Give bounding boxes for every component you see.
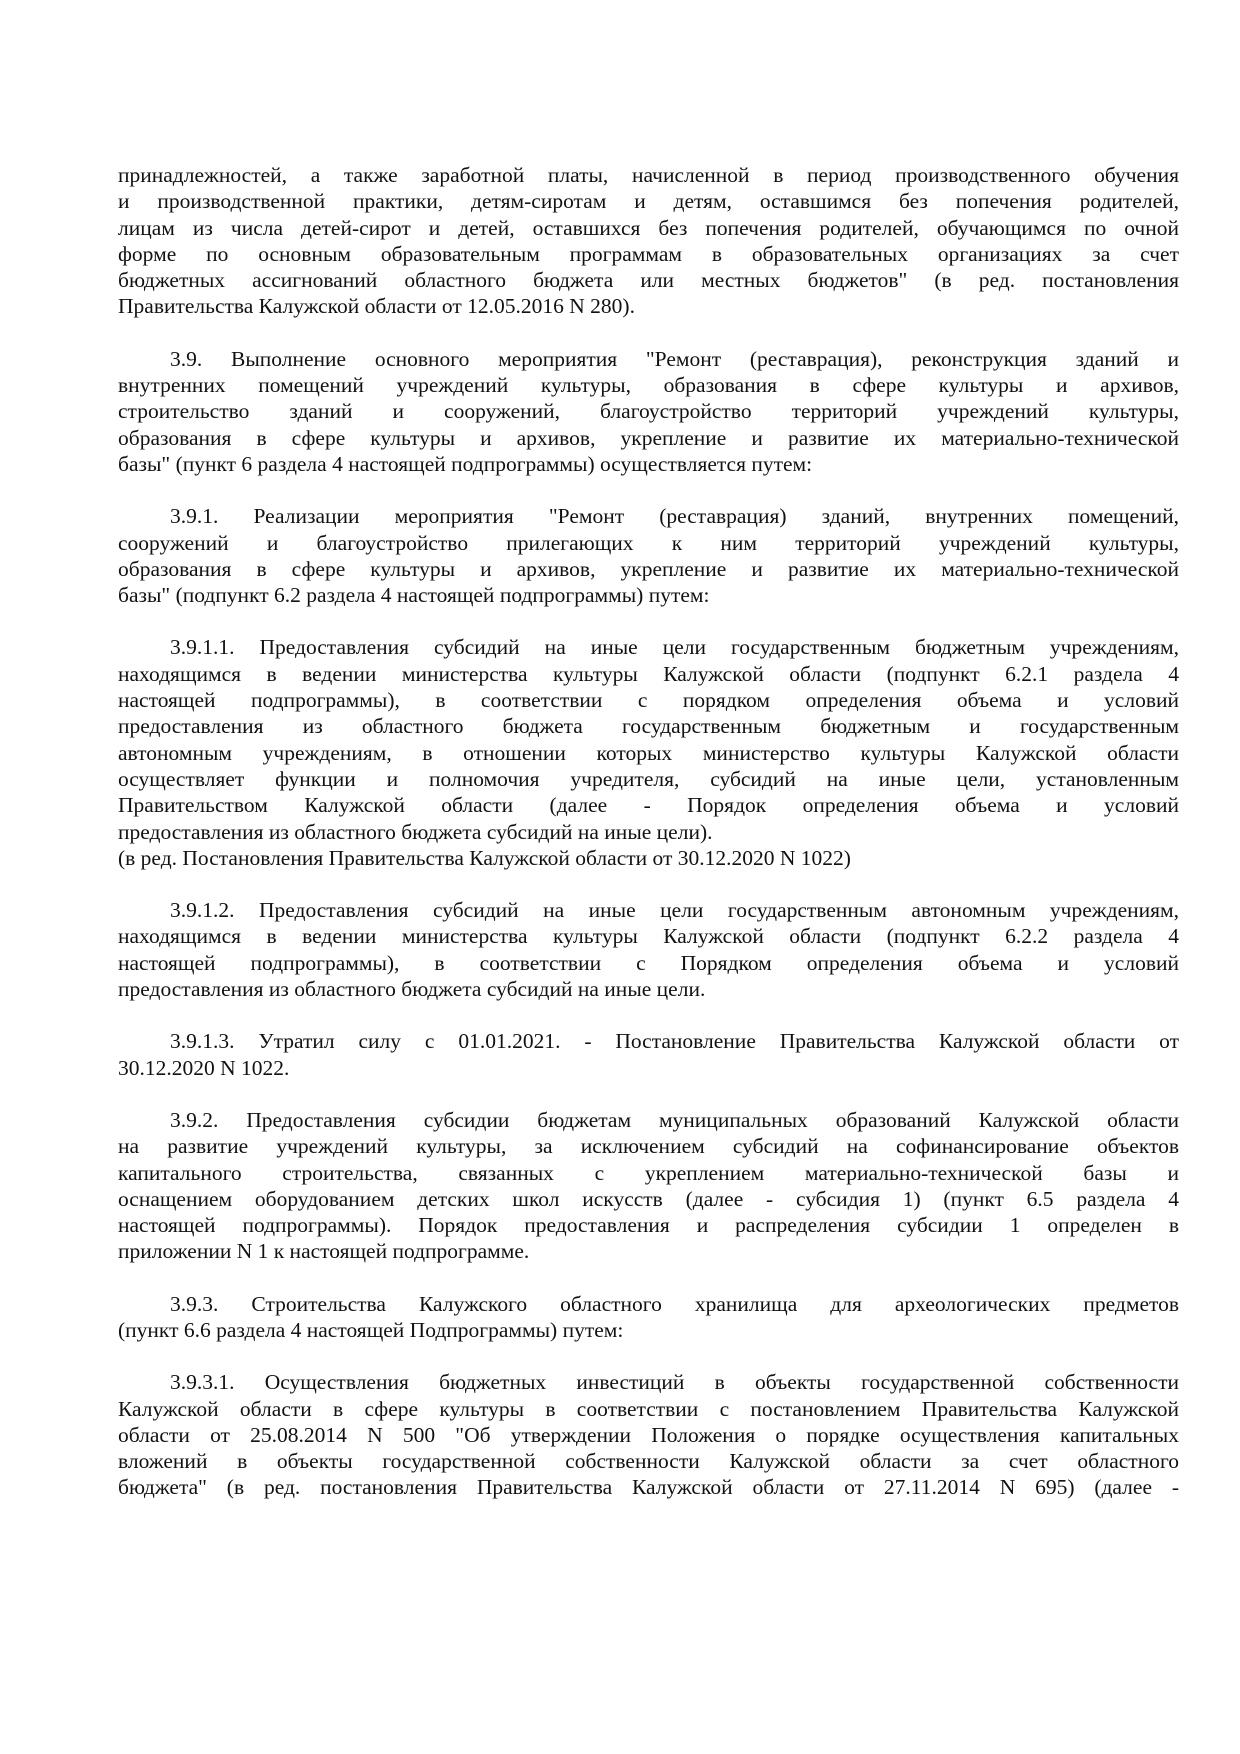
text-line: 3.9.1.1. Предоставления субсидий на иные цели государственным бюджетным учреждениям, bbox=[170, 635, 1179, 660]
text-line: форме по основным образовательным программам в образовательных организациях за счет bbox=[118, 241, 1179, 266]
text-line: находящимся в ведении министерства культуры Калужской области (подпункт 6.2.1 раздела 4 bbox=[118, 661, 1179, 686]
paragraph bbox=[118, 1107, 1179, 1265]
text-line: образования в сфере культуры и архивов, укрепление и развитие их материально-технической bbox=[118, 425, 1179, 450]
text-line: 30.12.2020 N 1022. bbox=[118, 1055, 290, 1080]
text-line: предоставления из областного бюджета субсидий на иные цели. bbox=[118, 977, 706, 1002]
text-line: 3.9. Выполнение основного мероприятия "Ремонт (реставрация), реконструкция зданий и bbox=[170, 346, 1179, 371]
paragraph bbox=[118, 897, 1179, 1002]
paragraph bbox=[118, 634, 1179, 871]
text-line: базы" (подпункт 6.2 раздела 4 настоящей подпрограммы) путем: bbox=[118, 583, 710, 608]
text-line: 3.9.3.1. Осуществления бюджетных инвестиций в объекты государственной собственности bbox=[170, 1370, 1179, 1395]
text-line: настоящей подпрограммы), в соответствии с порядком определения объема и условий bbox=[118, 688, 1179, 713]
text-line: настоящей подпрограммы), в соответствии с Порядком определения объема и условий bbox=[118, 950, 1179, 975]
text-line: на развитие учреждений культуры, за исключением субсидий на софинансирование объектов bbox=[118, 1134, 1179, 1159]
text-line: и производственной практики, детям-сиротам и детям, оставшимся без попечения родителей, bbox=[118, 189, 1179, 214]
paragraph bbox=[118, 162, 1179, 320]
text-line: автономным учреждениям, в отношении которых министерство культуры Калужской области bbox=[118, 740, 1179, 765]
text-line: образования в сфере культуры и архивов, укрепление и развитие их материально-технической bbox=[118, 556, 1179, 581]
text-line: вложений в объекты государственной собственности Калужской области за счет областного bbox=[118, 1449, 1179, 1474]
text-line: строительство зданий и сооружений, благоустройство территорий учреждений культуры, bbox=[118, 399, 1179, 424]
text-line: находящимся в ведении министерства культуры Калужской области (подпункт 6.2.2 раздела 4 bbox=[118, 924, 1179, 949]
text-line: 3.9.3. Строительства Калужского областного хранилища для археологических предметов bbox=[170, 1291, 1179, 1316]
text-line: (пункт 6.6 раздела 4 настоящей Подпрограммы) путем: bbox=[118, 1317, 624, 1342]
text-line: области от 25.08.2014 N 500 "Об утверждении Положения о порядке осуществления капитальных bbox=[118, 1422, 1179, 1447]
text-line: (в ред. Постановления Правительства Калужской области от 30.12.2020 N 1022) bbox=[118, 845, 851, 870]
text-line: бюджетных ассигнований областного бюджета или местных бюджетов" (в ред. постановления bbox=[118, 268, 1179, 293]
paragraph bbox=[118, 1028, 1179, 1081]
text-line: капитального строительства, связанных с укреплением материально-технической базы и bbox=[118, 1160, 1179, 1185]
text-line: сооружений и благоустройство прилегающих к ним территорий учреждений культуры, bbox=[118, 530, 1179, 555]
text-line: внутренних помещений учреждений культуры, образования в сфере культуры и архивов, bbox=[118, 373, 1179, 398]
paragraph bbox=[118, 346, 1179, 477]
text-line: лицам из числа детей-сирот и детей, оставшихся без попечения родителей, обучающимся по очной bbox=[118, 215, 1179, 240]
text-line: бюджета" (в ред. постановления Правительства Калужской области от 27.11.2014 N 695) (далее - bbox=[118, 1475, 1179, 1500]
paragraph bbox=[118, 503, 1179, 608]
text-line: осуществляет функции и полномочия учредителя, субсидий на иные цели, установленным bbox=[118, 766, 1179, 791]
text-line: базы" (пункт 6 раздела 4 настоящей подпрограммы) осуществляется путем: bbox=[118, 451, 813, 476]
text-line: оснащением оборудованием детских школ искусств (далее - субсидия 1) (пункт 6.5 раздела 4 bbox=[118, 1186, 1179, 1211]
text-line: Калужской области в сфере культуры в соответствии с постановлением Правительства Калужской bbox=[118, 1396, 1179, 1421]
paragraph bbox=[118, 1291, 1179, 1344]
text-line: 3.9.1. Реализации мероприятия "Ремонт (реставрация) зданий, внутренних помещений, bbox=[170, 504, 1179, 529]
document-page bbox=[118, 162, 1179, 1527]
paragraph bbox=[118, 1369, 1179, 1500]
text-line: принадлежностей, а также заработной платы, начисленной в период производственного обучения bbox=[118, 163, 1179, 187]
text-line: 3.9.1.3. Утратил силу с 01.01.2021. - Постановление Правительства Калужской области от bbox=[170, 1029, 1179, 1054]
text-line: предоставления из областного бюджета субсидий на иные цели). bbox=[118, 819, 713, 844]
text-line: приложении N 1 к настоящей подпрограмме. bbox=[118, 1239, 530, 1264]
text-line: Правительством Калужской области (далее - Порядок определения объема и условий bbox=[118, 793, 1179, 818]
text-line: настоящей подпрограммы). Порядок предоставления и распределения субсидии 1 определен в bbox=[118, 1213, 1179, 1238]
text-line: предоставления из областного бюджета государственным бюджетным и государственным bbox=[118, 714, 1179, 739]
text-line: 3.9.1.2. Предоставления субсидий на иные цели государственным автономным учреждениям, bbox=[170, 898, 1179, 923]
text-line: Правительства Калужской области от 12.05.2016 N 280). bbox=[118, 294, 635, 319]
text-line: 3.9.2. Предоставления субсидии бюджетам муниципальных образований Калужской области bbox=[170, 1107, 1179, 1132]
